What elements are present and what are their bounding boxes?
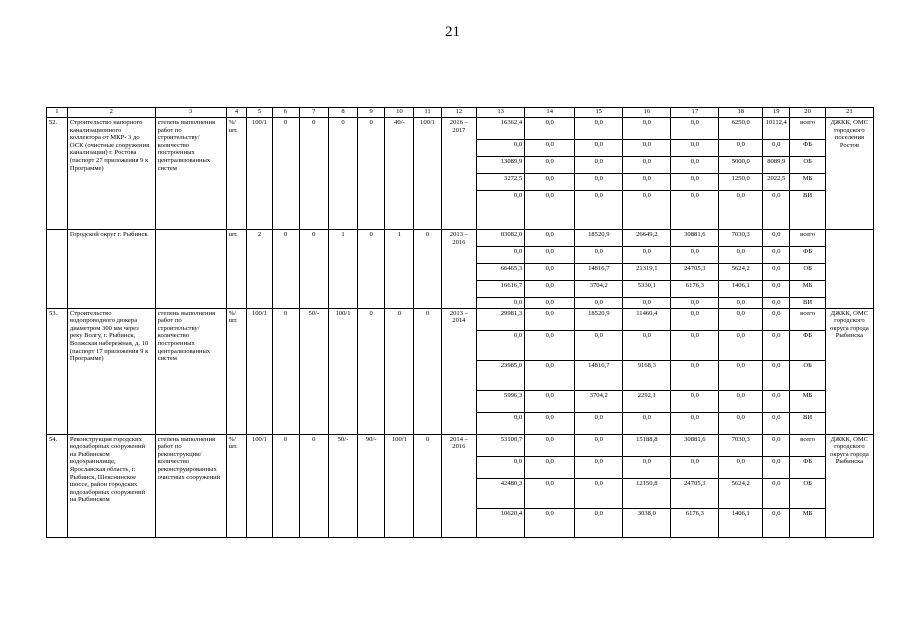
funding-value: 0,0 bbox=[623, 157, 671, 174]
funding-source: ВИ bbox=[790, 191, 826, 230]
page-number: 21 bbox=[445, 24, 460, 40]
funding-value: 0,0 bbox=[525, 456, 575, 478]
entry-indicator: степень выполнения работ по строительству/ количество построенных централизованных систем bbox=[155, 118, 226, 230]
funding-value: 26649,2 bbox=[623, 230, 671, 247]
funding-value: 0,0 bbox=[477, 191, 525, 230]
funding-value: 0,0 bbox=[719, 330, 763, 360]
funding-value: 10112,4 bbox=[763, 118, 790, 140]
funding-value: 0,0 bbox=[623, 330, 671, 360]
entry-number bbox=[47, 230, 68, 309]
funding-value: 1406,1 bbox=[719, 508, 763, 537]
funding-value: 0,0 bbox=[671, 118, 719, 140]
funding-source: всего bbox=[790, 308, 826, 330]
column-number: 15 bbox=[575, 108, 623, 118]
entry-indicator-value: 0 bbox=[414, 230, 441, 309]
table-body bbox=[47, 108, 874, 538]
funding-value: 0,0 bbox=[719, 456, 763, 478]
funding-value: 7030,3 bbox=[719, 230, 763, 247]
funding-value: 0,0 bbox=[763, 478, 790, 508]
funding-value: 0,0 bbox=[575, 456, 623, 478]
entry-indicator-value: 0 bbox=[272, 308, 299, 434]
entry-indicator-value: 40/- bbox=[385, 118, 414, 230]
funding-source: всего bbox=[790, 118, 826, 140]
column-number: 16 bbox=[623, 108, 671, 118]
funding-value: 9168,3 bbox=[623, 360, 671, 390]
funding-value: 0,0 bbox=[575, 157, 623, 174]
funding-value: 0,0 bbox=[525, 118, 575, 140]
table-row bbox=[47, 230, 874, 247]
funding-value: 0,0 bbox=[575, 247, 623, 264]
column-number: 6 bbox=[272, 108, 299, 118]
funding-value: 0,0 bbox=[671, 308, 719, 330]
funding-value: 0,0 bbox=[525, 140, 575, 157]
funding-source: ВИ bbox=[790, 412, 826, 434]
entry-number: 52. bbox=[47, 118, 68, 230]
table-row bbox=[47, 434, 874, 456]
entry-indicator: степень выполнения работ по реконструкции/ количество реконструированных очистных сооружений bbox=[155, 434, 226, 537]
funding-value: 0,0 bbox=[763, 298, 790, 309]
funding-value: 0,0 bbox=[763, 456, 790, 478]
funding-source: ОБ bbox=[790, 360, 826, 390]
funding-value: 5624,2 bbox=[719, 478, 763, 508]
funding-value: 18520,9 bbox=[575, 308, 623, 330]
funding-value: 7030,3 bbox=[719, 434, 763, 456]
funding-value: 6250,0 bbox=[719, 118, 763, 140]
funding-value: 0,0 bbox=[763, 412, 790, 434]
column-number: 20 bbox=[790, 108, 826, 118]
funding-value: 0,0 bbox=[671, 360, 719, 390]
program-table bbox=[46, 107, 874, 538]
entry-indicator-value: 0 bbox=[328, 118, 357, 230]
table-row bbox=[47, 308, 874, 330]
funding-value: 0,0 bbox=[525, 508, 575, 537]
column-number: 10 bbox=[385, 108, 414, 118]
funding-value: 0,0 bbox=[763, 191, 790, 230]
funding-value: 0,0 bbox=[525, 478, 575, 508]
funding-source: всего bbox=[790, 434, 826, 456]
column-number: 2 bbox=[67, 108, 155, 118]
column-number: 7 bbox=[299, 108, 328, 118]
funding-source: МБ bbox=[790, 390, 826, 412]
entry-indicator-value: 0 bbox=[272, 118, 299, 230]
funding-value: 0,0 bbox=[575, 330, 623, 360]
funding-value: 5996,3 bbox=[477, 390, 525, 412]
entry-executor bbox=[825, 230, 873, 309]
funding-value: 0,0 bbox=[575, 478, 623, 508]
funding-value: 0,0 bbox=[763, 308, 790, 330]
funding-value: 0,0 bbox=[525, 157, 575, 174]
entry-indicator-value: 0 bbox=[272, 230, 299, 309]
funding-value: 53100,7 bbox=[477, 434, 525, 456]
funding-source: МБ bbox=[790, 281, 826, 298]
funding-value: 1406,1 bbox=[719, 281, 763, 298]
funding-value: 0,0 bbox=[575, 508, 623, 537]
funding-value: 12150,8 bbox=[623, 478, 671, 508]
funding-value: 0,0 bbox=[623, 412, 671, 434]
funding-source: МБ bbox=[790, 508, 826, 537]
funding-value: 0,0 bbox=[623, 118, 671, 140]
entry-unit: %/ шт. bbox=[226, 118, 247, 230]
funding-value: 24705,3 bbox=[671, 478, 719, 508]
funding-value: 0,0 bbox=[525, 247, 575, 264]
entry-unit: %/ шт. bbox=[226, 434, 247, 537]
column-number: 1 bbox=[47, 108, 68, 118]
funding-value: 5330,1 bbox=[623, 281, 671, 298]
funding-value: 30881,6 bbox=[671, 434, 719, 456]
funding-source: всего bbox=[790, 230, 826, 247]
funding-value: 0,0 bbox=[671, 390, 719, 412]
entry-indicator-value: 0 bbox=[299, 230, 328, 309]
funding-source: ФБ bbox=[790, 330, 826, 360]
entry-executor: ДЖКК, ОМС городского поселения Ростов bbox=[825, 118, 873, 230]
funding-value: 0,0 bbox=[763, 434, 790, 456]
funding-value: 2292,1 bbox=[623, 390, 671, 412]
entry-period: 2013 – 2014 bbox=[441, 308, 477, 434]
funding-value: 3704,2 bbox=[575, 281, 623, 298]
funding-value: 0,0 bbox=[763, 264, 790, 281]
funding-value: 0,0 bbox=[671, 174, 719, 191]
funding-value: 16362,4 bbox=[477, 118, 525, 140]
funding-value: 66465,3 bbox=[477, 264, 525, 281]
funding-value: 0,0 bbox=[671, 157, 719, 174]
entry-indicator-value: 1 bbox=[385, 230, 414, 309]
funding-value: 0,0 bbox=[575, 140, 623, 157]
funding-value: 0,0 bbox=[763, 360, 790, 390]
entry-name: Реконструкция городских водозаборных сооружений на Рыбинском водохранилище, Ярославская область, г. Рыбинск, Шекснинское шоссе, район городских водозаборных сооружений на Рыбинском bbox=[67, 434, 155, 537]
entry-indicator-value: 1 bbox=[328, 230, 357, 309]
funding-value: 8089,9 bbox=[763, 157, 790, 174]
funding-value: 0,0 bbox=[719, 360, 763, 390]
entry-indicator-value: 0 bbox=[272, 434, 299, 537]
entry-indicator bbox=[155, 230, 226, 309]
funding-value: 0,0 bbox=[525, 298, 575, 309]
column-number-row bbox=[47, 108, 874, 118]
funding-value: 2022,5 bbox=[763, 174, 790, 191]
funding-value: 0,0 bbox=[671, 412, 719, 434]
funding-value: 3704,2 bbox=[575, 390, 623, 412]
entry-name: Строительство напорного канализационного коллектора от МКР- 3 до ОСК (очистные сооружения канализации) г. Ростова (паспорт 27 приложения 9 к Программе) bbox=[67, 118, 155, 230]
entry-executor: ДЖКК, ОМС городского округа города Рыбинска bbox=[825, 308, 873, 434]
funding-value: 0,0 bbox=[763, 140, 790, 157]
column-number: 12 bbox=[441, 108, 477, 118]
column-number: 14 bbox=[525, 108, 575, 118]
entry-unit: шт. bbox=[226, 230, 247, 309]
funding-value: 24705,3 bbox=[671, 264, 719, 281]
funding-value: 0,0 bbox=[575, 118, 623, 140]
funding-value: 0,0 bbox=[525, 330, 575, 360]
funding-value: 0,0 bbox=[623, 298, 671, 309]
funding-value: 15188,8 bbox=[623, 434, 671, 456]
funding-value: 3038,0 bbox=[623, 508, 671, 537]
funding-value: 0,0 bbox=[763, 230, 790, 247]
funding-value: 6176,3 bbox=[671, 281, 719, 298]
funding-value: 0,0 bbox=[575, 412, 623, 434]
funding-value: 0,0 bbox=[671, 247, 719, 264]
funding-source: ВИ bbox=[790, 298, 826, 309]
funding-source: ОБ bbox=[790, 478, 826, 508]
column-number: 3 bbox=[155, 108, 226, 118]
column-number: 17 bbox=[671, 108, 719, 118]
funding-value: 0,0 bbox=[763, 330, 790, 360]
funding-value: 0,0 bbox=[525, 434, 575, 456]
funding-value: 0,0 bbox=[477, 456, 525, 478]
funding-value: 14816,7 bbox=[575, 264, 623, 281]
funding-value: 0,0 bbox=[477, 298, 525, 309]
entry-indicator-value: 50/- bbox=[328, 434, 357, 537]
funding-value: 0,0 bbox=[671, 140, 719, 157]
funding-value: 3272,5 bbox=[477, 174, 525, 191]
entry-indicator-value: 0 bbox=[358, 230, 385, 309]
funding-value: 0,0 bbox=[671, 298, 719, 309]
entry-unit: %/ шт. bbox=[226, 308, 247, 434]
entry-indicator-value: 0 bbox=[358, 118, 385, 230]
funding-value: 0,0 bbox=[671, 456, 719, 478]
funding-value: 0,0 bbox=[719, 308, 763, 330]
entry-name: Строительство водопроводного дюкера диаметром 300 мм через реку Волгу, г. Рыбинск, Волжская набережная, д. 10 (паспорт 17 приложения 9 к Программе) bbox=[67, 308, 155, 434]
column-number: 9 bbox=[358, 108, 385, 118]
funding-value: 0,0 bbox=[623, 247, 671, 264]
funding-value: 0,0 bbox=[763, 390, 790, 412]
funding-value: 18520,9 bbox=[575, 230, 623, 247]
entry-indicator-value: 90/- bbox=[358, 434, 385, 537]
funding-value: 29981,3 bbox=[477, 308, 525, 330]
entry-indicator-value: 100/1 bbox=[414, 118, 441, 230]
column-number: 19 bbox=[763, 108, 790, 118]
funding-value: 42480,3 bbox=[477, 478, 525, 508]
funding-value: 0,0 bbox=[763, 281, 790, 298]
funding-value: 0,0 bbox=[623, 140, 671, 157]
column-number: 4 bbox=[226, 108, 247, 118]
funding-value: 6176,3 bbox=[671, 508, 719, 537]
funding-value: 16616,7 bbox=[477, 281, 525, 298]
funding-value: 30881,6 bbox=[671, 230, 719, 247]
entry-indicator-value: 100/1 bbox=[247, 308, 272, 434]
column-number: 18 bbox=[719, 108, 763, 118]
funding-value: 11460,4 bbox=[623, 308, 671, 330]
funding-source: ОБ bbox=[790, 264, 826, 281]
funding-value: 0,0 bbox=[477, 140, 525, 157]
funding-value: 0,0 bbox=[623, 174, 671, 191]
funding-value: 5624,2 bbox=[719, 264, 763, 281]
funding-value: 0,0 bbox=[525, 230, 575, 247]
funding-source: ОБ bbox=[790, 157, 826, 174]
entry-indicator-value: 0 bbox=[385, 308, 414, 434]
funding-value: 0,0 bbox=[719, 298, 763, 309]
funding-source: МБ bbox=[790, 174, 826, 191]
funding-value: 0,0 bbox=[763, 247, 790, 264]
funding-value: 1250,0 bbox=[719, 174, 763, 191]
funding-value: 0,0 bbox=[575, 298, 623, 309]
funding-value: 13089,9 bbox=[477, 157, 525, 174]
table-row bbox=[47, 118, 874, 140]
entry-period: 2014 – 2016 bbox=[441, 434, 477, 537]
funding-value: 0,0 bbox=[575, 174, 623, 191]
entry-indicator-value: 0 bbox=[299, 118, 328, 230]
entry-name: Городской округ г. Рыбинск bbox=[67, 230, 155, 309]
entry-indicator-value: 50/- bbox=[299, 308, 328, 434]
funding-value: 0,0 bbox=[575, 191, 623, 230]
funding-value: 0,0 bbox=[623, 191, 671, 230]
funding-value: 0,0 bbox=[575, 434, 623, 456]
funding-value: 0,0 bbox=[525, 412, 575, 434]
column-number: 8 bbox=[328, 108, 357, 118]
funding-value: 0,0 bbox=[671, 330, 719, 360]
funding-value: 0,0 bbox=[477, 412, 525, 434]
funding-value: 10620,4 bbox=[477, 508, 525, 537]
entry-period: 2016 – 2017 bbox=[441, 118, 477, 230]
funding-value: 0,0 bbox=[477, 247, 525, 264]
entry-indicator-value: 100/1 bbox=[385, 434, 414, 537]
entry-indicator-value: 100/1 bbox=[328, 308, 357, 434]
funding-value: 5000,0 bbox=[719, 157, 763, 174]
entry-indicator-value: 100/1 bbox=[247, 434, 272, 537]
funding-value: 0,0 bbox=[719, 412, 763, 434]
funding-value: 0,0 bbox=[525, 308, 575, 330]
entry-indicator-value: 0 bbox=[299, 434, 328, 537]
funding-value: 0,0 bbox=[763, 508, 790, 537]
funding-source: ФБ bbox=[790, 140, 826, 157]
funding-value: 0,0 bbox=[477, 330, 525, 360]
funding-value: 0,0 bbox=[719, 247, 763, 264]
funding-value: 0,0 bbox=[719, 140, 763, 157]
funding-value: 0,0 bbox=[525, 174, 575, 191]
funding-value: 0,0 bbox=[671, 191, 719, 230]
column-number: 11 bbox=[414, 108, 441, 118]
funding-value: 0,0 bbox=[525, 281, 575, 298]
funding-value: 0,0 bbox=[623, 456, 671, 478]
entry-executor: ДЖКК, ОМС городского округа города Рыбинска bbox=[825, 434, 873, 537]
funding-value: 23985,0 bbox=[477, 360, 525, 390]
funding-value: 0,0 bbox=[525, 191, 575, 230]
funding-value: 83082,0 bbox=[477, 230, 525, 247]
entry-indicator: степень выполнения работ по строительству/ количество построенных централизованных систем bbox=[155, 308, 226, 434]
funding-source: ФБ bbox=[790, 247, 826, 264]
funding-value: 0,0 bbox=[525, 360, 575, 390]
funding-value: 0,0 bbox=[719, 390, 763, 412]
entry-indicator-value: 0 bbox=[414, 434, 441, 537]
entry-indicator-value: 100/1 bbox=[247, 118, 272, 230]
column-number: 13 bbox=[477, 108, 525, 118]
entry-period: 2013 – 2016 bbox=[441, 230, 477, 309]
funding-source: ФБ bbox=[790, 456, 826, 478]
entry-number: 54. bbox=[47, 434, 68, 537]
funding-value: 0,0 bbox=[525, 390, 575, 412]
column-number: 21 bbox=[825, 108, 873, 118]
column-number: 5 bbox=[247, 108, 272, 118]
entry-indicator-value: 2 bbox=[247, 230, 272, 309]
entry-indicator-value: 0 bbox=[414, 308, 441, 434]
entry-number: 53. bbox=[47, 308, 68, 434]
entry-indicator-value: 0 bbox=[358, 308, 385, 434]
funding-value: 0,0 bbox=[525, 264, 575, 281]
funding-value: 0,0 bbox=[719, 191, 763, 230]
funding-value: 14816,7 bbox=[575, 360, 623, 390]
funding-value: 21319,1 bbox=[623, 264, 671, 281]
